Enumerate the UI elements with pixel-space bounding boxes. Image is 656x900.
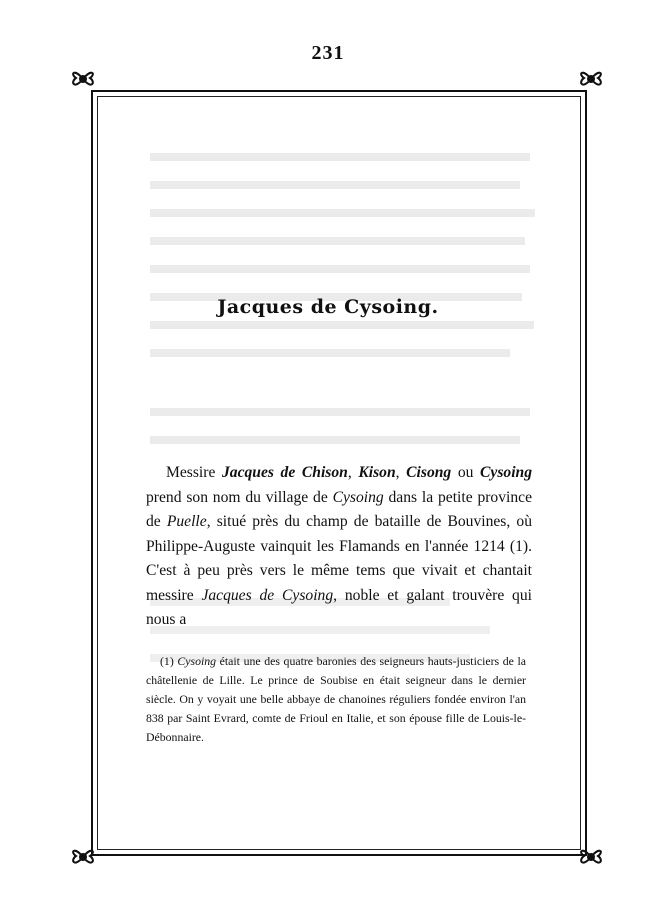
footnote-text: était une des quatre baronies des seigneurs hauts-justiciers de la châtellenie de Lille. Le prince de Soubise en était seigneur dans le dernier siècle. On y voyait une belle abbaye de chanoines réguliers fondée environ l'an 838 par Saint Evrard, comte de Frioul en Italie, et son épouse fille de Louis-le-Débonnaire. [146,654,526,744]
body-text [146,461,532,633]
show-through-texture [150,145,550,385]
chapter-title: Jacques de Cysoing. [217,296,439,318]
page-number: 231 [311,42,345,64]
text-run: Messire [166,464,222,481]
name-run: Cisong [406,464,452,481]
name-run: Kison [358,464,396,481]
name-run: Jacques de Chison [221,464,348,481]
corner-ornament-icon [68,64,98,94]
paragraph [146,461,532,633]
name-run: Puelle [166,513,207,530]
footnote [146,652,526,747]
text-run: , noble et galant trouvère qui nous a [146,586,532,628]
footnote-name: Cysoing [177,654,217,668]
text-run: ou [451,464,481,481]
show-through-texture [150,400,550,470]
name-run: Jacques de Cysoing [201,586,334,604]
footnote-paragraph [146,652,526,747]
text-run: , [347,464,359,481]
corner-ornament-icon [576,64,606,94]
name-run: Cysoing [332,488,384,506]
text-run: , [395,464,407,481]
corner-ornament-icon [576,842,606,872]
text-run: prend son nom du village de [146,488,333,506]
text-run: , situé près du champ de bataille de Bouvines, où Philippe-Auguste vainquit les Flamands en l'année 1214 (1). C'est à peu près vers le même tems que vivait et chantait messire [146,513,532,604]
footnote-marker: (1) [160,654,178,668]
name-run: Cysoing [480,464,533,481]
text-run: dans la petite province de [146,488,532,530]
corner-ornament-icon [68,842,98,872]
